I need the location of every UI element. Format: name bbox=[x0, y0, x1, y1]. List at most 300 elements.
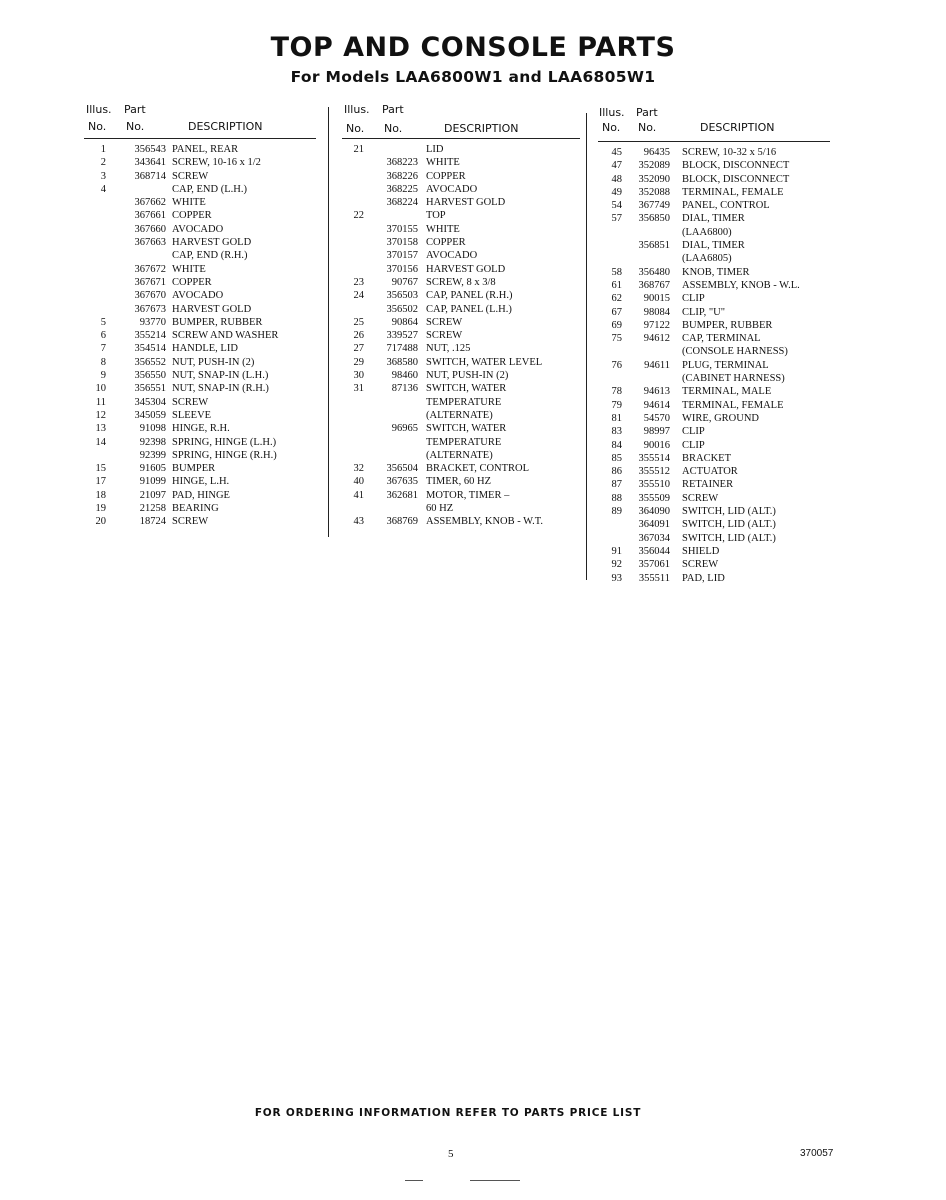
table-row bbox=[84, 209, 316, 222]
row-illus-no: 3 bbox=[100, 170, 106, 182]
row-part-no: 356550 bbox=[134, 370, 166, 382]
table-row bbox=[598, 558, 830, 571]
header-rule bbox=[598, 141, 830, 142]
table-row bbox=[84, 263, 316, 276]
row-part-no: 356044 bbox=[638, 545, 670, 557]
row-description: SHIELD bbox=[682, 545, 720, 557]
row-part-no: 356543 bbox=[134, 144, 166, 155]
row-description: COPPER bbox=[172, 210, 212, 222]
row-part-no: 18724 bbox=[139, 516, 166, 528]
row-illus-no: 24 bbox=[353, 290, 364, 302]
row-description: TERMINAL, MALE bbox=[682, 386, 772, 398]
row-description: SCREW bbox=[682, 492, 719, 504]
table-row bbox=[598, 425, 830, 438]
row-part-no: 355509 bbox=[638, 492, 670, 504]
row-part-no: 91098 bbox=[139, 423, 166, 435]
row-description: AVOCADO bbox=[172, 223, 224, 235]
row-description: ASSEMBLY, KNOB - W.T. bbox=[426, 516, 543, 528]
row-description: NUT, .125 bbox=[426, 343, 471, 355]
header-illus: Illus. bbox=[599, 106, 625, 119]
row-description: WHITE bbox=[172, 197, 206, 209]
row-illus-no: 91 bbox=[611, 545, 622, 557]
row-illus-no: 83 bbox=[611, 426, 622, 438]
row-description: AVOCADO bbox=[426, 250, 478, 262]
row-description: SPRING, HINGE (L.H.) bbox=[172, 436, 277, 448]
row-description: SCREW, 10-32 x 5/16 bbox=[682, 147, 777, 158]
row-description: HINGE, R.H. bbox=[172, 423, 230, 435]
table-row bbox=[84, 249, 316, 262]
table-row bbox=[342, 422, 580, 435]
table-row bbox=[342, 249, 580, 262]
row-part-no: 356504 bbox=[386, 463, 418, 475]
row-illus-no: 23 bbox=[353, 276, 364, 288]
row-description: BLOCK, DISCONNECT bbox=[682, 160, 790, 172]
table-row bbox=[598, 319, 830, 332]
row-description: DIAL, TIMER bbox=[682, 240, 745, 252]
row-illus-no: 27 bbox=[353, 343, 364, 355]
table-row bbox=[598, 173, 830, 186]
row-description: HANDLE, LID bbox=[172, 343, 238, 355]
row-part-no: 94612 bbox=[643, 333, 670, 345]
row-part-no: 91605 bbox=[139, 463, 166, 475]
row-description: BUMPER, RUBBER bbox=[172, 316, 263, 328]
row-part-no: 368767 bbox=[638, 279, 670, 291]
table-row bbox=[84, 489, 316, 502]
row-illus-no: 2 bbox=[100, 157, 106, 169]
row-description: SWITCH, LID (ALT.) bbox=[682, 519, 776, 531]
table-row bbox=[598, 572, 830, 585]
header-rule bbox=[84, 138, 316, 139]
document-number: 370057 bbox=[800, 1148, 834, 1159]
table-row bbox=[598, 345, 830, 358]
table-row bbox=[598, 306, 830, 319]
table-row bbox=[342, 369, 580, 382]
row-illus-no: 4 bbox=[100, 183, 106, 195]
header-part: Part bbox=[636, 106, 658, 119]
table-row bbox=[84, 409, 316, 422]
row-part-no: 368223 bbox=[386, 157, 418, 169]
row-illus-no: 18 bbox=[95, 489, 106, 501]
table-row bbox=[342, 475, 580, 488]
row-part-no: 356851 bbox=[638, 240, 670, 252]
row-illus-no: 31 bbox=[353, 383, 364, 395]
row-description: CLIP bbox=[682, 293, 705, 305]
table-row bbox=[598, 239, 830, 252]
table-row bbox=[342, 223, 580, 236]
table-row bbox=[342, 170, 580, 183]
row-part-no: 356503 bbox=[386, 290, 418, 302]
row-illus-no: 67 bbox=[611, 306, 622, 318]
row-part-no: 354514 bbox=[134, 343, 166, 355]
row-description: NUT, SNAP-IN (R.H.) bbox=[172, 383, 269, 395]
row-description: (LAA6805) bbox=[682, 253, 732, 265]
table-row bbox=[598, 159, 830, 172]
parts-rows bbox=[598, 146, 830, 585]
parts-column-1 bbox=[84, 103, 316, 528]
row-illus-no: 54 bbox=[611, 200, 622, 212]
row-description: CAP, END (L.H.) bbox=[172, 183, 247, 195]
row-part-no: 355511 bbox=[638, 572, 670, 584]
page-title: TOP AND CONSOLE PARTS bbox=[270, 32, 676, 63]
table-row bbox=[84, 316, 316, 329]
table-row bbox=[84, 462, 316, 475]
parts-rows bbox=[84, 143, 316, 529]
row-description: BEARING bbox=[172, 503, 219, 515]
table-row bbox=[598, 399, 830, 412]
row-description: TERMINAL, FEMALE bbox=[682, 399, 784, 411]
row-illus-no: 89 bbox=[611, 506, 622, 518]
row-illus-no: 19 bbox=[95, 503, 106, 515]
row-part-no: 91099 bbox=[139, 476, 166, 488]
header-illus: Illus. bbox=[86, 103, 112, 116]
row-part-no: 97122 bbox=[643, 319, 670, 331]
row-illus-no: 10 bbox=[95, 383, 106, 395]
column-header bbox=[84, 103, 316, 137]
table-row bbox=[342, 303, 580, 316]
row-illus-no: 93 bbox=[611, 572, 622, 584]
row-description: SWITCH, LID (ALT.) bbox=[682, 532, 776, 544]
row-illus-no: 6 bbox=[100, 330, 106, 342]
row-part-no: 343641 bbox=[134, 157, 166, 169]
row-part-no: 54570 bbox=[643, 412, 670, 424]
row-illus-no: 15 bbox=[95, 463, 106, 475]
row-description: HARVEST GOLD bbox=[172, 303, 252, 315]
table-row bbox=[598, 492, 830, 505]
row-description: SWITCH, WATER bbox=[426, 383, 507, 395]
table-row bbox=[598, 199, 830, 212]
row-description: SWITCH, LID (ALT.) bbox=[682, 506, 776, 518]
row-part-no: 368225 bbox=[386, 183, 418, 195]
table-row bbox=[342, 449, 580, 462]
row-part-no: 367662 bbox=[134, 197, 166, 209]
row-description: SCREW bbox=[426, 316, 463, 328]
table-row bbox=[342, 356, 580, 369]
row-illus-no: 78 bbox=[611, 386, 622, 398]
row-illus-no: 32 bbox=[353, 463, 364, 475]
table-row bbox=[598, 266, 830, 279]
table-row bbox=[342, 289, 580, 302]
header-illus-no: No. bbox=[602, 121, 621, 134]
table-row bbox=[84, 303, 316, 316]
row-part-no: 370157 bbox=[386, 250, 418, 262]
row-illus-no: 20 bbox=[95, 516, 106, 528]
row-illus-no: 22 bbox=[353, 210, 364, 222]
row-description: SCREW bbox=[172, 516, 209, 528]
row-description: COPPER bbox=[172, 276, 212, 288]
scan-mark bbox=[405, 1180, 423, 1181]
row-illus-no: 25 bbox=[353, 316, 364, 328]
row-part-no: 370158 bbox=[386, 237, 418, 249]
table-row bbox=[598, 292, 830, 305]
row-description: BLOCK, DISCONNECT bbox=[682, 173, 790, 185]
row-part-no: 368769 bbox=[386, 516, 418, 528]
table-row bbox=[84, 356, 316, 369]
row-description: BRACKET bbox=[682, 452, 732, 464]
row-part-no: 367661 bbox=[134, 210, 166, 222]
row-description: HINGE, L.H. bbox=[172, 476, 230, 488]
row-description: NUT, SNAP-IN (L.H.) bbox=[172, 370, 269, 382]
row-description: BUMPER, RUBBER bbox=[682, 319, 773, 331]
row-illus-no: 75 bbox=[611, 333, 622, 345]
row-description: RETAINER bbox=[682, 479, 734, 491]
table-row bbox=[342, 156, 580, 169]
row-illus-no: 86 bbox=[611, 466, 622, 478]
row-illus-no: 30 bbox=[353, 370, 364, 382]
row-illus-no: 58 bbox=[611, 266, 622, 278]
header-description: DESCRIPTION bbox=[444, 122, 519, 135]
table-row bbox=[598, 518, 830, 531]
row-part-no: 352088 bbox=[638, 186, 670, 198]
row-description: WHITE bbox=[426, 157, 460, 169]
row-part-no: 368714 bbox=[134, 170, 166, 182]
table-row bbox=[598, 385, 830, 398]
table-row bbox=[84, 183, 316, 196]
row-part-no: 368580 bbox=[386, 356, 418, 368]
row-description: SCREW, 8 x 3/8 bbox=[426, 276, 496, 288]
row-part-no: 96435 bbox=[643, 147, 670, 158]
row-part-no: 367635 bbox=[386, 476, 418, 488]
row-description: SCREW bbox=[426, 330, 463, 342]
row-description: (CONSOLE HARNESS) bbox=[682, 346, 788, 358]
row-illus-no: 87 bbox=[611, 479, 622, 491]
row-illus-no: 21 bbox=[353, 144, 364, 155]
row-part-no: 98084 bbox=[643, 306, 670, 318]
row-illus-no: 7 bbox=[100, 343, 106, 355]
parts-column-2 bbox=[342, 103, 580, 528]
row-description: CAP, PANEL (R.H.) bbox=[426, 290, 513, 302]
row-part-no: 370156 bbox=[386, 263, 418, 275]
row-illus-no: 81 bbox=[611, 412, 622, 424]
row-description: (CABINET HARNESS) bbox=[682, 373, 785, 385]
column-divider bbox=[586, 113, 587, 580]
header-part-no: No. bbox=[384, 122, 403, 135]
table-row bbox=[342, 462, 580, 475]
row-part-no: 94614 bbox=[643, 399, 670, 411]
row-part-no: 355512 bbox=[638, 466, 670, 478]
row-part-no: 98997 bbox=[643, 426, 670, 438]
header-description: DESCRIPTION bbox=[188, 120, 263, 133]
row-part-no: 90864 bbox=[391, 316, 418, 328]
header-illus-no: No. bbox=[346, 122, 365, 135]
header-illus-no: No. bbox=[88, 120, 107, 133]
table-row bbox=[342, 489, 580, 502]
row-part-no: 21097 bbox=[139, 489, 166, 501]
row-part-no: 355510 bbox=[638, 479, 670, 491]
table-row bbox=[342, 329, 580, 342]
table-row bbox=[598, 372, 830, 385]
table-row bbox=[598, 252, 830, 265]
row-part-no: 368226 bbox=[386, 170, 418, 182]
row-part-no: 367671 bbox=[134, 276, 166, 288]
row-illus-no: 14 bbox=[95, 436, 106, 448]
ordering-note: FOR ORDERING INFORMATION REFER TO PARTS PRICE LIST bbox=[254, 1107, 642, 1119]
table-row bbox=[598, 412, 830, 425]
table-row bbox=[84, 436, 316, 449]
row-description: SCREW AND WASHER bbox=[172, 330, 279, 342]
row-description: AVOCADO bbox=[426, 183, 478, 195]
row-description: CAP, TERMINAL bbox=[682, 333, 761, 345]
row-description: NUT, PUSH-IN (2) bbox=[172, 356, 255, 368]
row-description: DIAL, TIMER bbox=[682, 213, 745, 225]
row-part-no: 367663 bbox=[134, 237, 166, 249]
row-description: (ALTERNATE) bbox=[426, 409, 493, 421]
row-illus-no: 9 bbox=[100, 370, 106, 382]
table-row bbox=[342, 409, 580, 422]
row-description: HARVEST GOLD bbox=[172, 237, 252, 249]
row-description: KNOB, TIMER bbox=[682, 266, 750, 278]
table-row bbox=[598, 226, 830, 239]
table-row bbox=[598, 332, 830, 345]
row-description: PAD, HINGE bbox=[172, 489, 230, 501]
row-illus-no: 62 bbox=[611, 293, 622, 305]
row-part-no: 87136 bbox=[391, 383, 418, 395]
table-row bbox=[598, 439, 830, 452]
table-row bbox=[84, 502, 316, 515]
table-row bbox=[84, 382, 316, 395]
row-part-no: 717488 bbox=[386, 343, 418, 355]
row-description: HARVEST GOLD bbox=[426, 263, 506, 275]
row-part-no: 94613 bbox=[643, 386, 670, 398]
table-row bbox=[84, 289, 316, 302]
row-description: SCREW bbox=[172, 170, 209, 182]
row-description: TEMPERATURE bbox=[426, 436, 502, 448]
scan-mark bbox=[470, 1180, 520, 1181]
row-illus-no: 57 bbox=[611, 213, 622, 225]
column-divider bbox=[328, 107, 329, 537]
row-illus-no: 79 bbox=[611, 399, 622, 411]
header-part: Part bbox=[124, 103, 146, 116]
row-illus-no: 92 bbox=[611, 559, 622, 571]
row-part-no: 367670 bbox=[134, 290, 166, 302]
row-illus-no: 85 bbox=[611, 452, 622, 464]
table-row bbox=[342, 276, 580, 289]
table-row bbox=[84, 515, 316, 528]
row-description: CLIP, "U" bbox=[682, 306, 725, 318]
row-description: SLEEVE bbox=[172, 409, 212, 421]
row-part-no: 98460 bbox=[391, 370, 418, 382]
row-part-no: 352090 bbox=[638, 173, 670, 185]
table-row bbox=[598, 545, 830, 558]
row-part-no: 367660 bbox=[134, 223, 166, 235]
row-part-no: 356552 bbox=[134, 356, 166, 368]
table-row bbox=[342, 196, 580, 209]
row-part-no: 90767 bbox=[391, 276, 418, 288]
row-part-no: 356551 bbox=[134, 383, 166, 395]
row-description: HARVEST GOLD bbox=[426, 197, 506, 209]
page-subtitle: For Models LAA6800W1 and LAA6805W1 bbox=[290, 68, 656, 86]
parts-rows bbox=[342, 143, 580, 529]
row-part-no: 364090 bbox=[638, 506, 670, 518]
row-part-no: 96965 bbox=[391, 423, 418, 435]
row-part-no: 345304 bbox=[134, 396, 166, 408]
row-part-no: 367673 bbox=[134, 303, 166, 315]
row-illus-no: 8 bbox=[100, 356, 106, 368]
row-description: WHITE bbox=[426, 223, 460, 235]
table-row bbox=[342, 502, 580, 515]
row-illus-no: 61 bbox=[611, 279, 622, 291]
table-row bbox=[598, 505, 830, 518]
row-illus-no: 26 bbox=[353, 330, 364, 342]
table-row bbox=[342, 515, 580, 528]
row-illus-no: 84 bbox=[611, 439, 622, 451]
row-illus-no: 12 bbox=[95, 409, 106, 421]
row-description: COPPER bbox=[426, 170, 466, 182]
table-row bbox=[598, 465, 830, 478]
table-row bbox=[84, 223, 316, 236]
table-row bbox=[342, 342, 580, 355]
table-row bbox=[84, 156, 316, 169]
table-row bbox=[598, 359, 830, 372]
row-part-no: 90015 bbox=[643, 293, 670, 305]
table-row bbox=[342, 396, 580, 409]
table-row bbox=[598, 212, 830, 225]
row-part-no: 339527 bbox=[386, 330, 418, 342]
table-row bbox=[84, 449, 316, 462]
row-illus-no: 5 bbox=[100, 316, 106, 328]
row-description: AVOCADO bbox=[172, 290, 224, 302]
header-description: DESCRIPTION bbox=[700, 121, 775, 134]
table-row bbox=[598, 478, 830, 491]
row-description: LID bbox=[426, 144, 444, 155]
row-description: PANEL, REAR bbox=[172, 144, 239, 155]
parts-column-3 bbox=[598, 106, 830, 584]
row-description: COPPER bbox=[426, 237, 466, 249]
row-description: TERMINAL, FEMALE bbox=[682, 186, 784, 198]
row-description: PAD, LID bbox=[682, 572, 725, 584]
table-row bbox=[84, 329, 316, 342]
row-description: PLUG, TERMINAL bbox=[682, 359, 769, 371]
row-part-no: 370155 bbox=[386, 223, 418, 235]
table-row bbox=[598, 146, 830, 159]
row-description: CAP, PANEL (L.H.) bbox=[426, 303, 512, 315]
row-description: TIMER, 60 HZ bbox=[426, 476, 492, 488]
row-illus-no: 88 bbox=[611, 492, 622, 504]
row-description: ASSEMBLY, KNOB - W.L. bbox=[682, 279, 800, 291]
row-description: PANEL, CONTROL bbox=[682, 200, 770, 212]
table-row bbox=[342, 263, 580, 276]
row-part-no: 362681 bbox=[386, 489, 418, 501]
row-description: SWITCH, WATER LEVEL bbox=[426, 356, 543, 368]
row-illus-no: 11 bbox=[95, 396, 106, 408]
row-part-no: 92398 bbox=[139, 436, 166, 448]
row-description: BUMPER bbox=[172, 463, 216, 475]
table-row bbox=[84, 143, 316, 156]
header-part: Part bbox=[382, 103, 404, 116]
row-part-no: 368224 bbox=[386, 197, 418, 209]
row-part-no: 92399 bbox=[139, 449, 166, 461]
table-row bbox=[342, 382, 580, 395]
row-illus-no: 69 bbox=[611, 319, 622, 331]
row-part-no: 356850 bbox=[638, 213, 670, 225]
row-part-no: 93770 bbox=[139, 316, 166, 328]
table-row bbox=[342, 209, 580, 222]
row-description: MOTOR, TIMER – bbox=[426, 489, 510, 501]
row-part-no: 364091 bbox=[638, 519, 670, 531]
table-row bbox=[598, 452, 830, 465]
table-row bbox=[342, 436, 580, 449]
row-illus-no: 29 bbox=[353, 356, 364, 368]
table-row bbox=[598, 279, 830, 292]
row-description: CLIP bbox=[682, 439, 705, 451]
row-illus-no: 40 bbox=[353, 476, 364, 488]
header-part-no: No. bbox=[638, 121, 657, 134]
table-row bbox=[84, 236, 316, 249]
row-part-no: 356502 bbox=[386, 303, 418, 315]
column-header bbox=[342, 103, 580, 137]
row-part-no: 367749 bbox=[638, 200, 670, 212]
header-part-no: No. bbox=[126, 120, 145, 133]
row-description: SWITCH, WATER bbox=[426, 423, 507, 435]
